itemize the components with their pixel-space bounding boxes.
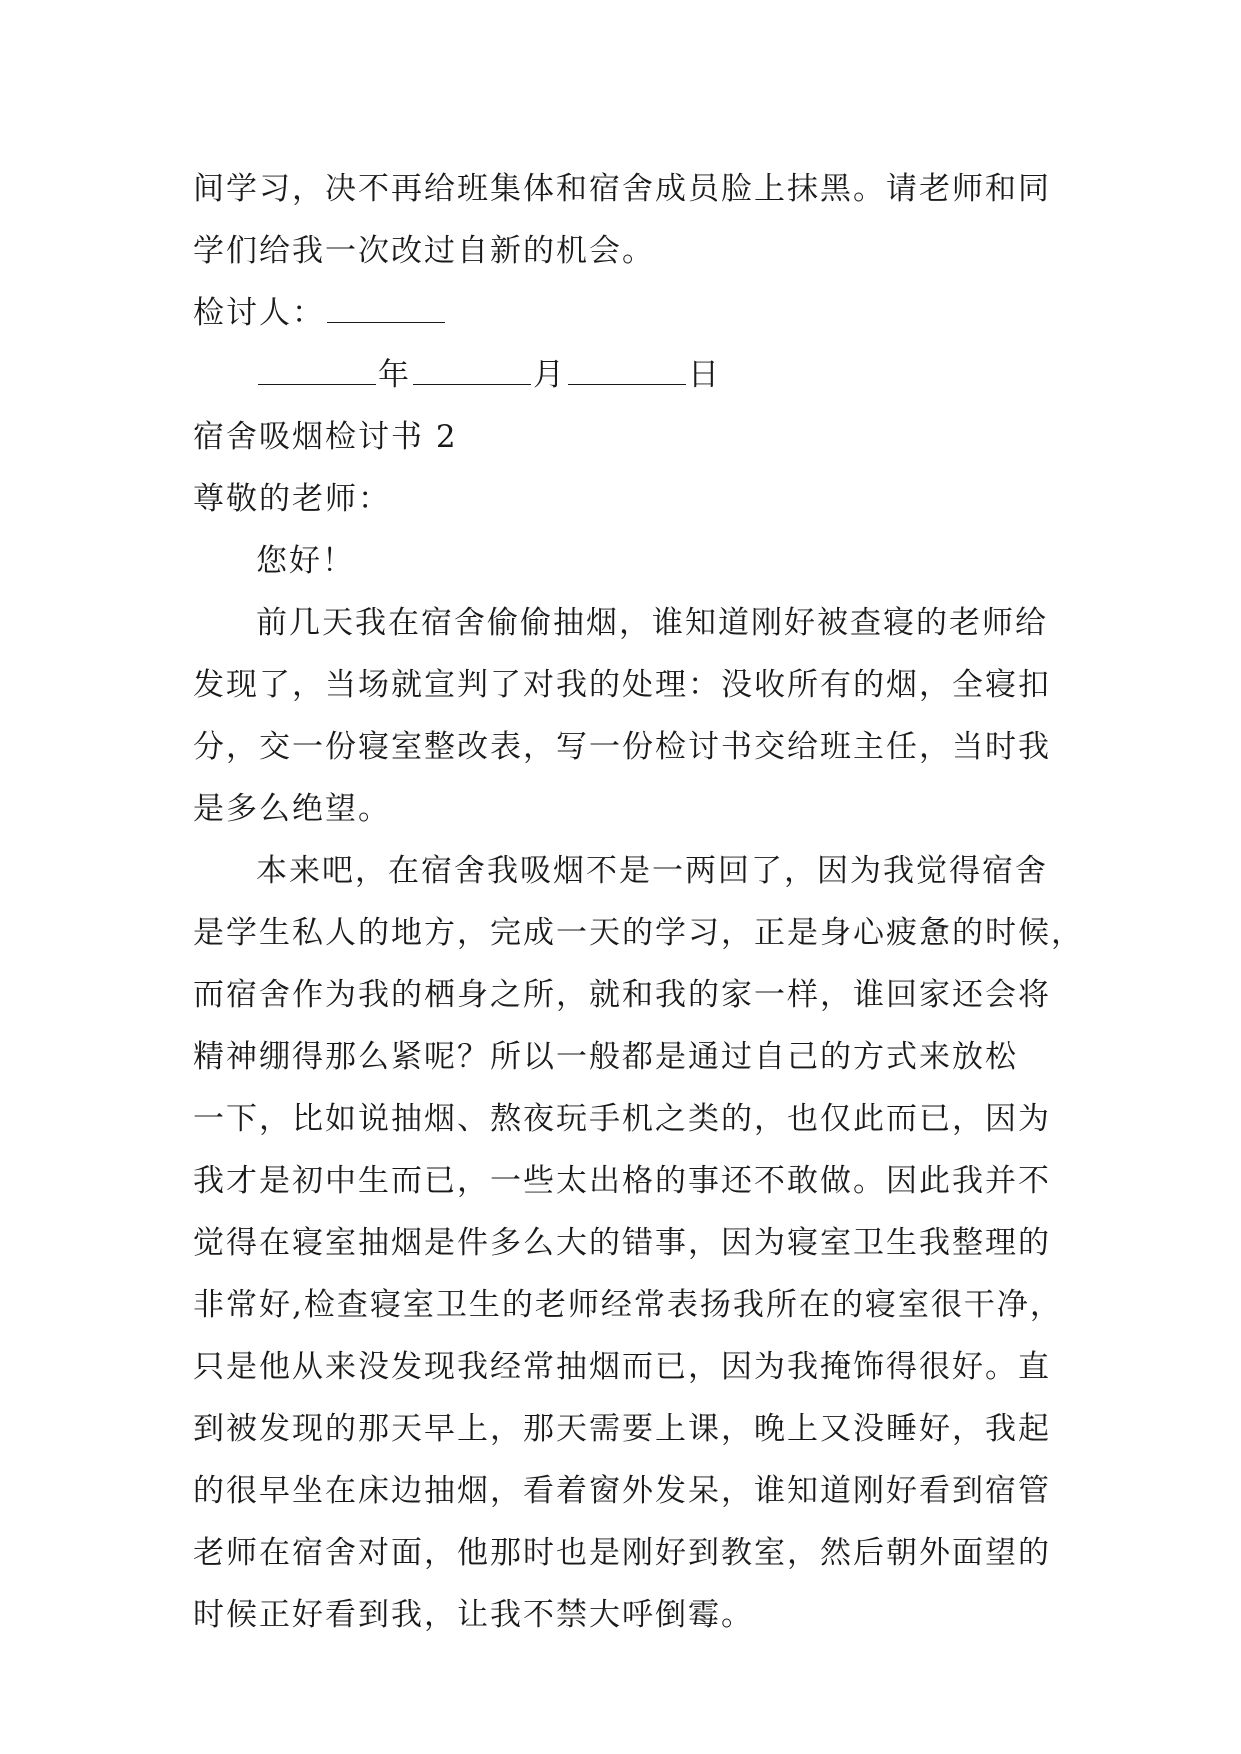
paragraph-line: 时候正好看到我，让我不禁大呼倒霉。 — [193, 1597, 754, 1633]
paragraph-line: 发现了，当场就宣判了对我的处理：没收所有的烟，全寝扣 — [193, 667, 1051, 703]
paragraph-line: 是学生私人的地方，完成一天的学习，正是身心疲惫的时候， — [193, 915, 1084, 951]
paragraph-line: 学们给我一次改过自新的机会。 — [193, 233, 655, 269]
paragraph-line: 间学习，决不再给班集体和宿舍成员脸上抹黑。请老师和同 — [193, 171, 1051, 207]
paragraph-line: 精神绷得那么紧呢？所以一般都是通过自己的方式来放松 — [193, 1039, 1018, 1075]
paragraph-line: 而宿舍作为我的栖身之所，就和我的家一样，谁回家还会将 — [193, 977, 1051, 1013]
month-blank — [413, 383, 531, 385]
paragraph-line: 的很早坐在床边抽烟，看着窗外发呆，谁知道刚好看到宿管 — [193, 1473, 1051, 1509]
day-blank — [568, 383, 686, 385]
date-day-label: 日 — [688, 357, 721, 393]
signer-blank — [327, 321, 445, 323]
paragraph-line: 只是他从来没发现我经常抽烟而已，因为我掩饰得很好。直 — [193, 1349, 1051, 1385]
salutation: 尊敬的老师： — [193, 481, 391, 517]
paragraph-line: 本来吧，在宿舍我吸烟不是一两回了，因为我觉得宿舍 — [256, 853, 1048, 889]
paragraph-line: 是多么绝望。 — [193, 791, 391, 827]
paragraph-line: 觉得在寝室抽烟是件多么大的错事，因为寝室卫生我整理的 — [193, 1225, 1051, 1261]
signer-label: 检讨人： — [193, 295, 325, 331]
paragraph-line: 分，交一份寝室整改表，写一份检讨书交给班主任，当时我 — [193, 729, 1051, 765]
year-blank — [258, 383, 376, 385]
paragraph-line: 老师在宿舍对面，他那时也是刚好到教室，然后朝外面望的 — [193, 1535, 1051, 1571]
paragraph-line: 一下，比如说抽烟、熬夜玩手机之类的，也仅此而已，因为 — [193, 1101, 1051, 1137]
paragraph-line: 前几天我在宿舍偷偷抽烟，谁知道刚好被查寝的老师给 — [256, 605, 1048, 641]
date-month-label: 月 — [533, 357, 566, 393]
paragraph-line: 我才是初中生而已，一些太出格的事还不敢做。因此我并不 — [193, 1163, 1051, 1199]
paragraph-line: 非常好,检查寝室卫生的老师经常表扬我所在的寝室很干净， — [193, 1287, 1063, 1323]
signer-line — [193, 282, 1053, 344]
paragraph-line: 到被发现的那天早上，那天需要上课，晚上又没睡好，我起 — [193, 1411, 1051, 1447]
date-line — [193, 344, 1053, 406]
section-title: 宿舍吸烟检讨书 2 — [193, 419, 458, 455]
document-body — [193, 158, 1084, 1646]
greeting: 您好！ — [256, 543, 355, 579]
date-year-label: 年 — [378, 357, 411, 393]
